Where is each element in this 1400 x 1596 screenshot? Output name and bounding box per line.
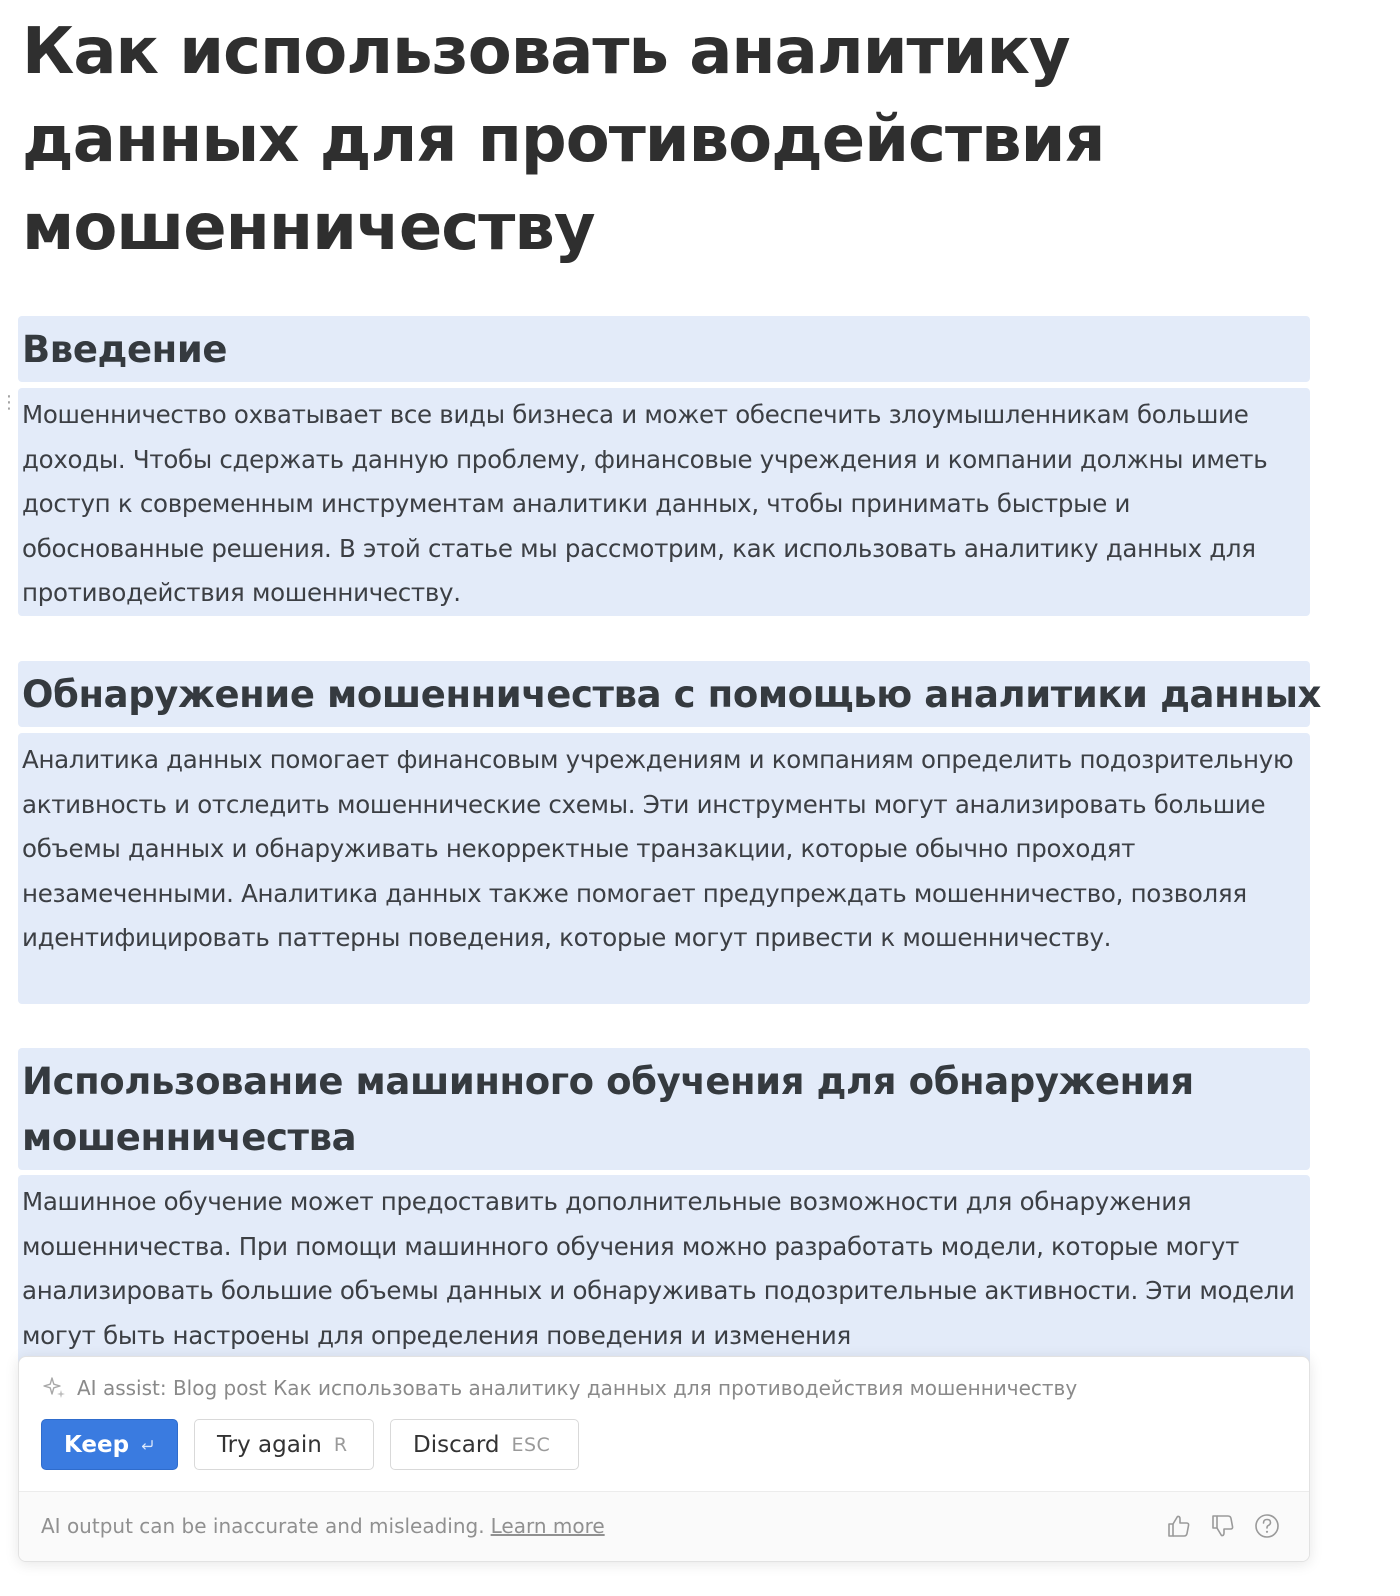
ai-disclaimer [41,1514,605,1538]
ai-actions [41,1419,579,1470]
learn-more-link[interactable]: Learn more [490,1514,605,1538]
section-body-block[interactable] [18,1175,1310,1375]
section-body-block[interactable] [18,733,1310,1004]
discard-label: Discard [413,1431,500,1458]
section-heading-block[interactable] [18,661,1321,727]
sparkle-icon [41,1375,67,1401]
ai-assist-panel [18,1356,1310,1562]
try-again-label: Try again [217,1431,322,1458]
section-heading[interactable]: Введение [22,328,228,371]
ai-disclaimer-text: AI output can be inaccurate and misleading. [41,1514,485,1538]
discard-shortcut: ESC [511,1433,551,1456]
ai-assist-header [41,1373,1077,1403]
section-body[interactable]: Мошенничество охватывает все виды бизнеса и может обеспечить злоумышленникам большие доходы. Чтобы сдержать данную проблему, финансовые учреждения и компании должны иметь доступ к современным инструментам аналитики данных, чтобы принимать быстрые и обоснованные решения. В этой статье мы рассмотрим, как использовать аналитику данных для противодействия мошенничеству. [22,400,1268,607]
discard-button[interactable] [390,1419,579,1470]
try-again-button[interactable] [194,1419,374,1470]
ai-footer [19,1491,1309,1562]
drag-handle-icon[interactable]: ⋮ [0,392,16,413]
return-key-icon [139,1434,155,1456]
section-heading-block[interactable] [18,1048,1310,1170]
keep-button[interactable] [41,1419,178,1470]
try-again-shortcut: R [333,1433,348,1456]
section-body-block[interactable] [18,388,1310,616]
section-heading-block[interactable] [18,316,1310,382]
thumbs-up-icon[interactable] [1165,1512,1193,1540]
feedback-icons [1165,1512,1281,1540]
thumbs-down-icon[interactable] [1209,1512,1237,1540]
section-heading[interactable]: Использование машинного обучения для обнаружения мошенничества [22,1060,1194,1159]
help-icon[interactable] [1253,1512,1281,1540]
page-title[interactable]: Как использовать аналитику данных для противодействия мошенничеству [22,15,1105,265]
section-heading[interactable]: Обнаружение мошенничества с помощью аналитики данных [22,673,1321,716]
keep-button-label: Keep [64,1431,130,1458]
section-body[interactable]: Аналитика данных помогает финансовым учреждениям и компаниям определить подозрительную активность и отследить мошеннические схемы. Эти инструменты могут анализировать большие объемы данных и обнаруживать некорректные транзакции, которые обычно проходят незамеченными. Аналитика данных также помогает предупреждать мошенничество, позволяя идентифицировать паттерны поведения, которые могут привести к мошенничеству. [22,745,1294,952]
ai-assist-header-text: AI assist: Blog post Как использовать аналитику данных для противодействия мошенничеству [77,1376,1078,1400]
section-body[interactable]: Машинное обучение может предоставить дополнительные возможности для обнаружения мошенничества. При помощи машинного обучения можно разработать модели, которые могут анализировать большие объемы данных и обнаруживать подозрительные активности. Эти модели могут быть настроены для определения поведения и изменения [22,1187,1295,1350]
